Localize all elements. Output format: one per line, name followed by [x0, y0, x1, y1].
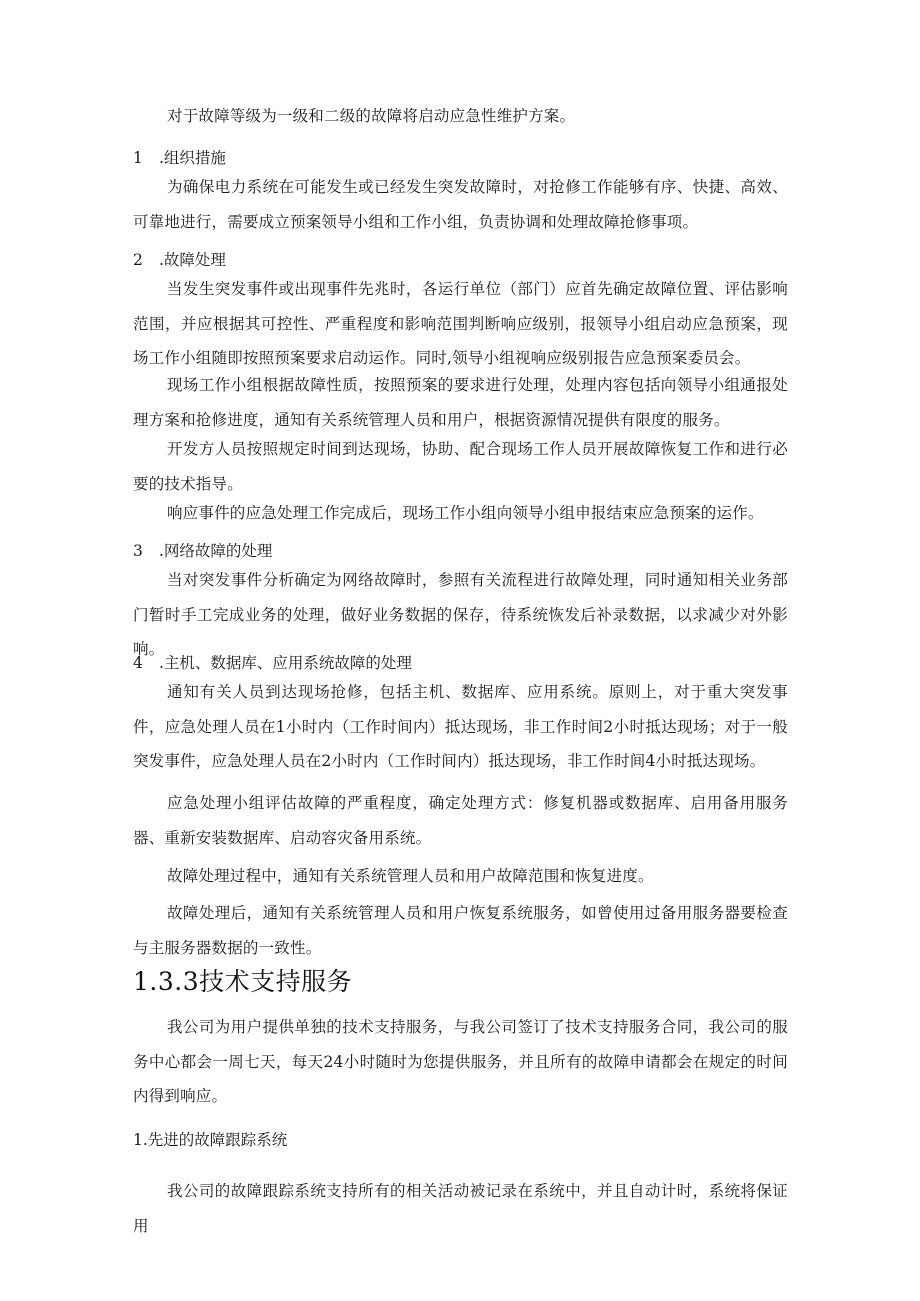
paragraph-fault-handling-1: 当发生突发事件或出现事件先兆时，各运行单位（部门）应首先确定故障位置、评估影响范围，并应根据其可控性、严重程度和影响范围判断响应级别，报领导小组启动应急预案，现场工作小组随即按照预案要求启动运作。同时,领导小组视响应级别报告应急预案委员会。 — [133, 280, 788, 367]
paragraph-tracking: 我公司的故障跟踪系统支持所有的相关活动被记录在系统中，并且自动计时，系统将保证用 — [133, 1182, 788, 1235]
paragraph-host-db-4: 故障处理后，通知有关系统管理人员和用户恢复系统服务，如曾使用过备用服务器要检查与主服务器数据的一致性。 — [133, 904, 788, 957]
section-number: 1 — [133, 149, 143, 167]
paragraph-tech-support: 我公司为用户提供单独的技术支持服务，与我公司签订了技术支持服务合同，我公司的服务中心都会一周七天，每天24小时随时为您提供服务，并且所有的故障申请都会在规定的时间内得到响应。 — [133, 1018, 788, 1105]
section-heading-2 — [133, 248, 788, 272]
paragraph-network-fault: 当对突发事件分析确定为网络故障时，参照有关流程进行故障处理，同时通知相关业务部门暂时手工完成业务的处理，做好业务数据的保存，待系统恢发后补录数据，以求减少对外影响。 — [133, 571, 788, 658]
paragraph-host-db-1: 通知有关人员到达现场抢修，包括主机、数据库、应用系统。原则上，对于重大突发事件，应急处理人员在1小时内（工作时间内）抵达现场，非工作时间2小时抵达现场；对于一般突发事件，应急处理人员在2小时内（工作时间内）抵达现场，非工作时间4小时抵达现场。 — [133, 683, 788, 770]
section-number: 2 — [133, 251, 143, 269]
item-heading-tracking: 1.先进的故障跟踪系统 — [133, 1131, 288, 1149]
paragraph-fault-handling-2: 现场工作小组根据故障性质，按照预案的要求进行处理，处理内容包括向领导小组通报处理方案和抢修进度，通知有关系统管理人员和用户，根据资源情况提供有限度的服务。 — [133, 376, 788, 429]
paragraph-host-db-2: 应急处理小组评估故障的严重程度，确定处理方式：修复机器或数据库、启用备用服务器、重新安装数据库、启动容灾备用系统。 — [133, 794, 788, 847]
subsection-title: 1.3.3技术支持服务 — [133, 967, 353, 996]
paragraph-fault-handling-3: 开发方人员按照规定时间到达现场，协助、配合现场工作人员开展故障恢复工作和进行必要的技术指导。 — [133, 440, 788, 493]
paragraph-host-db-3: 故障处理过程中，通知有关系统管理人员和用户故障范围和恢复进度。 — [167, 867, 654, 885]
intro-paragraph: 对于故障等级为一级和二级的故障将启动应急性维护方案。 — [167, 107, 576, 125]
section-title: .主机、数据库、应用系统故障的处理 — [159, 654, 412, 672]
section-title: .故障处理 — [159, 251, 226, 269]
section-number: 4 — [133, 654, 143, 672]
paragraph-fault-handling-4: 响应事件的应急处理工作完成后，现场工作小组向领导小组申报结束应急预案的运作。 — [167, 504, 764, 522]
section-heading-3 — [133, 539, 788, 563]
section-heading-1 — [133, 146, 788, 170]
section-heading-4 — [133, 651, 788, 675]
section-title: .网络故障的处理 — [159, 542, 273, 560]
section-title: .组织措施 — [159, 149, 226, 167]
section-number: 3 — [133, 542, 143, 560]
paragraph-organization: 为确保电力系统在可能发生或已经发生突发故障时，对抢修工作能够有序、快捷、高效、可靠地进行，需要成立预案领导小组和工作小组，负责协调和处理故障抢修事项。 — [133, 178, 788, 231]
